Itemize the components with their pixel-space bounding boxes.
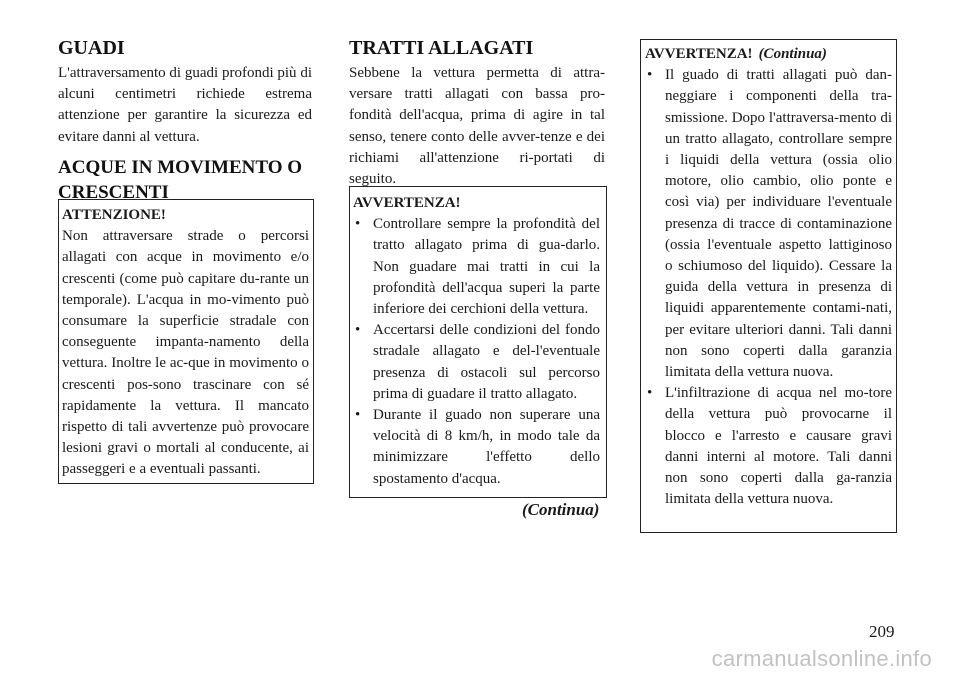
watermark: carmanualsonline.info (711, 646, 932, 671)
paragraph-guadi: L'attraversamento di guadi profondi più di alcuni centimetri richiede estrema attenzione per garantire la sicurezza ed evitare danni al vettura. (58, 65, 312, 145)
column-1 (58, 0, 312, 205)
page-number: 209 (869, 622, 895, 641)
warning-list (353, 214, 600, 490)
paragraph-tratti: Sebbene la vettura permetta di attra-versare tratti allagati con bassa pro-fondità dell'acqua, prima di agire in tal senso, tenere conto delle avver-tenze e dei richiami all'attenzione ri-portati di seguito. (349, 65, 605, 188)
continua-label: (Continua) (522, 500, 600, 519)
warning-box-1 (349, 186, 607, 498)
warning-title-continued: (Continua) (758, 46, 827, 62)
warning-title-row (645, 44, 892, 65)
caution-title: ATTENZIONE! (62, 207, 166, 223)
heading-guadi: GUADI (58, 37, 125, 59)
warning-title: AVVERTENZA! (353, 195, 461, 211)
list-item: • Controllare sempre la profondità del tratto allagato prima di gua-darlo. Non guadare mai tratti in cui la profondità dell'acqua superi la parte inferiore dei cerchioni della vettura. (353, 214, 600, 320)
warning-title: AVVERTENZA! (645, 46, 753, 62)
heading-acque-line2: CRESCENTI (58, 181, 169, 203)
column-2 (349, 0, 605, 190)
caution-text: Non attraversare strade o percorsi allagati con acque in movimento e/o crescenti (come può capitare du-rante un temporale). L'acqua in mo-vimento può consumare la superficie stradale con conseguente impanta-namento della vettura. Inoltre le ac-que in movimento o crescenti pos-sono trascinare con sé rapidamente la vettura. Il mancato rispetto di tali avvertenze può provocare lesioni gravi o mortali al conducente, ai passeggeri e a eventuali passanti. (62, 228, 309, 478)
warning-box-2 (640, 39, 897, 533)
warning-list (645, 65, 892, 510)
heading-acque-line1: ACQUE IN MOVIMENTO O (58, 156, 303, 178)
caution-box (58, 199, 314, 484)
heading-tratti-allagati: TRATTI ALLAGATI (349, 37, 534, 59)
list-item: • Accertarsi delle condizioni del fondo stradale allagato e del-l'eventuale presenza di ostacoli sul percorso prima di guadare il tratto allagato. (353, 320, 600, 405)
list-item: • Il guado di tratti allagati può dan-neggiare i componenti della tra-smissione. Dopo l'attraversa-mento di un tratto allagato, controllare sempre i liquidi della vettura (ossia olio motore, olio cambio, olio ponte e così via) per individuare l'eventuale presenza di tracce di contaminazione (ossia l'eventuale aspetto lattiginoso o schiumoso del liquido). Cessare la guida della vettura in presenza di liquidi apparentemente contami-nati, per evitare ulteriori danni. Tali danni non sono coperti dalla garanzia limitata della vettura nuova. (645, 65, 892, 383)
list-item: • Durante il guado non superare una velocità di 8 km/h, in modo tale da minimizzare l'effetto dello spostamento d'acqua. (353, 405, 600, 490)
list-item: • L'infiltrazione di acqua nel mo-tore della vettura può provocarne il blocco e l'arresto e causare gravi danni interni al motore. Tali danni non sono coperti dalla ga-ranzia limitata della vettura nuova. (645, 383, 892, 510)
